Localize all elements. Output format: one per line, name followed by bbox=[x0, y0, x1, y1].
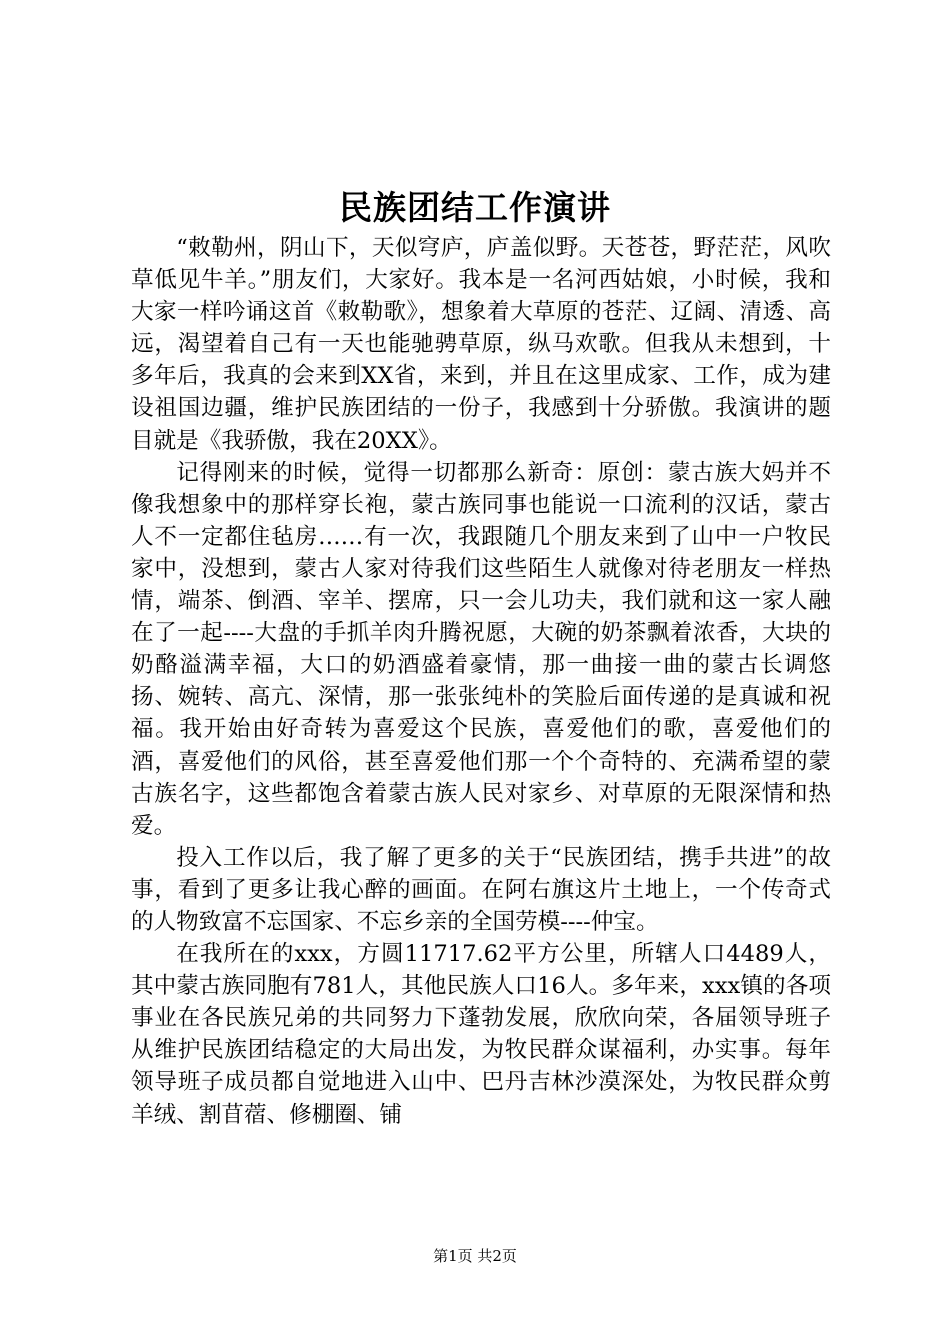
paragraph-2: 记得刚来的时候，觉得一切都那么新奇：原创：蒙古族大妈并不像我想象中的那样穿长袍，蒙古族同事也能说一口流利的汉话，蒙古人不一定都住毡房……有一次，我跟随几个朋友来到了山中一户牧民家中，没想到，蒙古人家对待我们这些陌生人就像对待老朋友一样热情，端茶、倒酒、宰羊、摆席，只一会儿功夫，我们就和这一家人融在了一起----大盘的手抓羊肉升腾祝愿，大碗的奶茶飘着浓香，大块的奶酪溢满幸福，大口的奶酒盛着豪情，那一曲接一曲的蒙古长调悠扬、婉转、高亢、深情，那一张张纯朴的笑脸后面传递的是真诚和祝福。我开始由好奇转为喜爱这个民族，喜爱他们的歌，喜爱他们的酒，喜爱他们的风俗，甚至喜爱他们那一个个奇特的、充满希望的蒙古族名字，这些都饱含着蒙古族人民对家乡、对草原的无限深情和热爱。 bbox=[131, 459, 831, 839]
document-body bbox=[131, 232, 831, 1131]
page-footer: 第1页 共2页 bbox=[433, 1247, 517, 1265]
paragraph-3: 投入工作以后，我了解了更多的关于“民族团结，携手共进”的故事，看到了更多让我心醉的画面。在阿右旗这片土地上，一个传奇式的人物致富不忘国家、不忘乡亲的全国劳模----仲宝。 bbox=[131, 844, 831, 935]
paragraph-4: 在我所在的xxx，方圆11717.62平方公里，所辖人口4489人，其中蒙古族同胞有781人，其他民族人口16人。多年来，xxx镇的各项事业在各民族兄弟的共同努力下蓬勃发展，欣欣向荣，各届领导班子从维护民族团结稳定的大局出发，为牧民群众谋福利，办实事。每年领导班子成员都自觉地进入山中、巴丹吉林沙漠深处，为牧民群众剪羊绒、割苜蓿、修棚圈、铺 bbox=[131, 941, 831, 1128]
document-title: 民族团结工作演讲 bbox=[339, 188, 611, 227]
paragraph-1: “敕勒州，阴山下，天似穹庐，庐盖似野。天苍苍，野茫茫，风吹草低见牛羊。”朋友们，大家好。我本是一名河西姑娘，小时候，我和大家一样吟诵这首《敕勒歌》，想象着大草原的苍茫、辽阔、清透、高远，渴望着自己有一天也能驰骋草原，纵马欢歌。但我从未想到，十多年后，我真的会来到XX省，来到，并且在这里成家、工作，成为建设祖国边疆，维护民族团结的一份子，我感到十分骄傲。我演讲的题目就是《我骄傲，我在20XX》。 bbox=[131, 235, 831, 454]
